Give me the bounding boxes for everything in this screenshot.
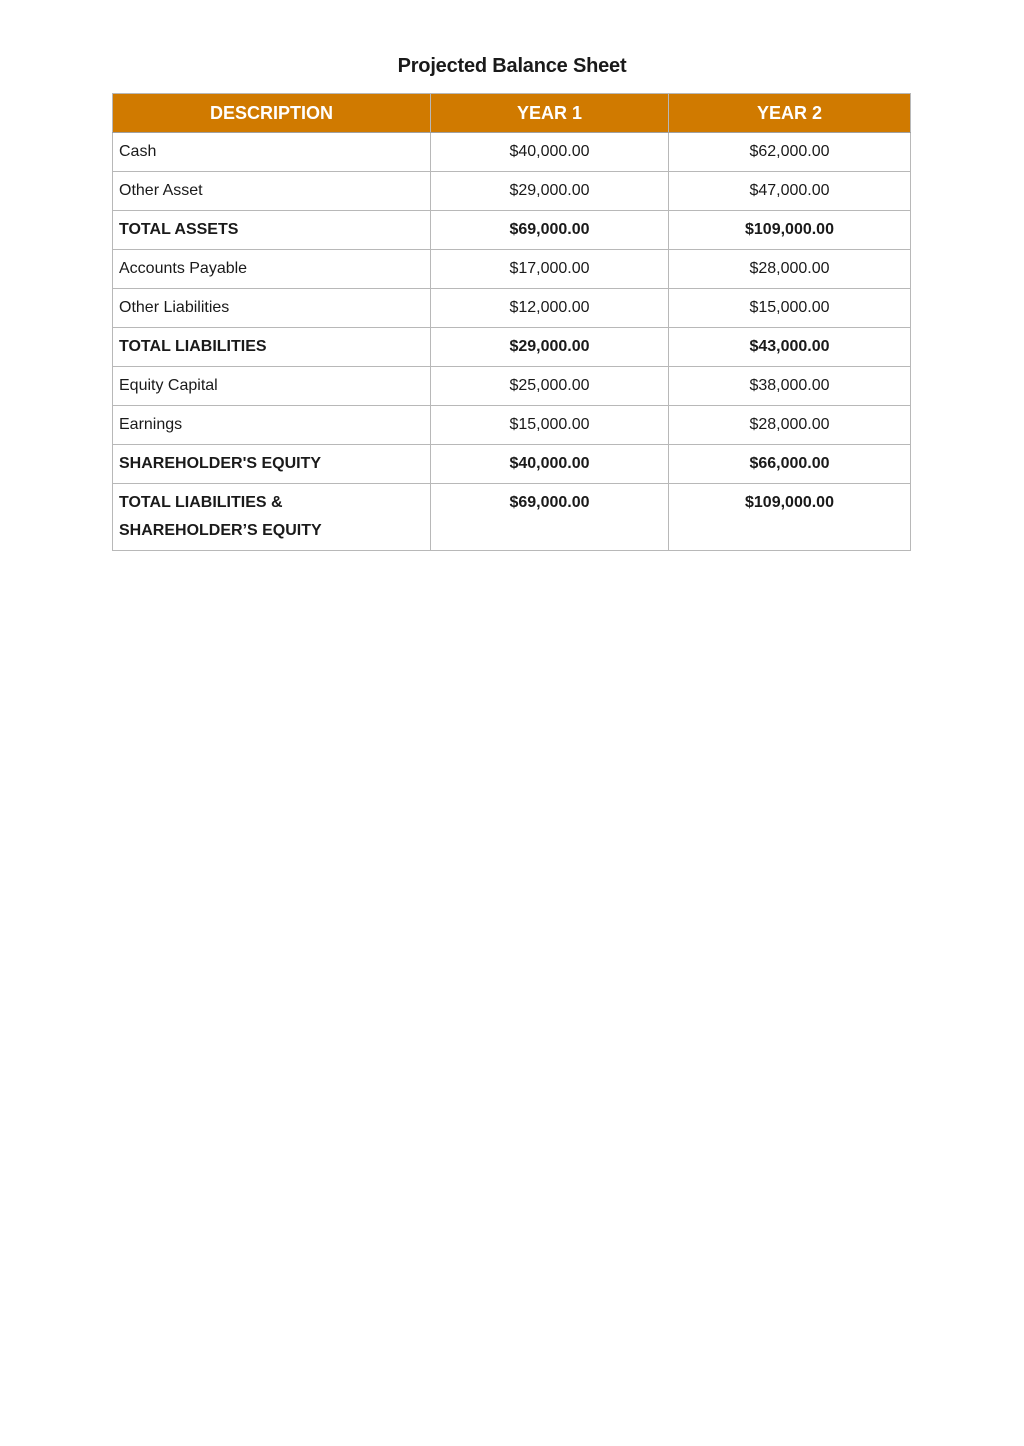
row-description: TOTAL LIABILITIES	[113, 328, 431, 367]
row-description: Cash	[113, 133, 431, 172]
row-description: Earnings	[113, 406, 431, 445]
table-row-other-liabilities	[113, 289, 911, 328]
row-year-1-value: $29,000.00	[431, 172, 669, 211]
row-description: Accounts Payable	[113, 250, 431, 289]
table-row-cash	[113, 133, 911, 172]
table-row-total-liabilities-and-equity	[113, 484, 911, 551]
row-description: Other Liabilities	[113, 289, 431, 328]
balance-sheet-table	[112, 93, 911, 551]
row-year-2-value: $109,000.00	[669, 211, 911, 250]
row-year-2-value: $15,000.00	[669, 289, 911, 328]
row-year-1-value: $29,000.00	[431, 328, 669, 367]
row-year-2-value: $38,000.00	[669, 367, 911, 406]
row-description: TOTAL LIABILITIES & SHAREHOLDER’S EQUITY	[113, 484, 431, 551]
row-year-1-value: $25,000.00	[431, 367, 669, 406]
row-year-1-value: $40,000.00	[431, 445, 669, 484]
row-year-1-value: $12,000.00	[431, 289, 669, 328]
table-row-other-asset	[113, 172, 911, 211]
row-year-2-value: $43,000.00	[669, 328, 911, 367]
table-row-accounts-payable	[113, 250, 911, 289]
row-description: SHAREHOLDER'S EQUITY	[113, 445, 431, 484]
table-header-row	[113, 94, 911, 133]
row-year-1-value: $69,000.00	[431, 484, 669, 551]
column-header-year-2: YEAR 2	[669, 94, 911, 133]
row-year-1-value: $17,000.00	[431, 250, 669, 289]
row-year-1-value: $40,000.00	[431, 133, 669, 172]
row-description: Other Asset	[113, 172, 431, 211]
table-row-equity-capital	[113, 367, 911, 406]
table-row-shareholders-equity	[113, 445, 911, 484]
table-row-earnings	[113, 406, 911, 445]
column-header-description: DESCRIPTION	[113, 94, 431, 133]
table-row-total-assets	[113, 211, 911, 250]
row-year-1-value: $69,000.00	[431, 211, 669, 250]
row-description: TOTAL ASSETS	[113, 211, 431, 250]
row-description: Equity Capital	[113, 367, 431, 406]
row-year-2-value: $47,000.00	[669, 172, 911, 211]
row-year-2-value: $28,000.00	[669, 406, 911, 445]
row-year-2-value: $62,000.00	[669, 133, 911, 172]
column-header-year-1: YEAR 1	[431, 94, 669, 133]
row-year-2-value: $109,000.00	[669, 484, 911, 551]
page-title: Projected Balance Sheet	[397, 55, 627, 77]
row-year-1-value: $15,000.00	[431, 406, 669, 445]
row-year-2-value: $28,000.00	[669, 250, 911, 289]
table-row-total-liabilities	[113, 328, 911, 367]
row-year-2-value: $66,000.00	[669, 445, 911, 484]
